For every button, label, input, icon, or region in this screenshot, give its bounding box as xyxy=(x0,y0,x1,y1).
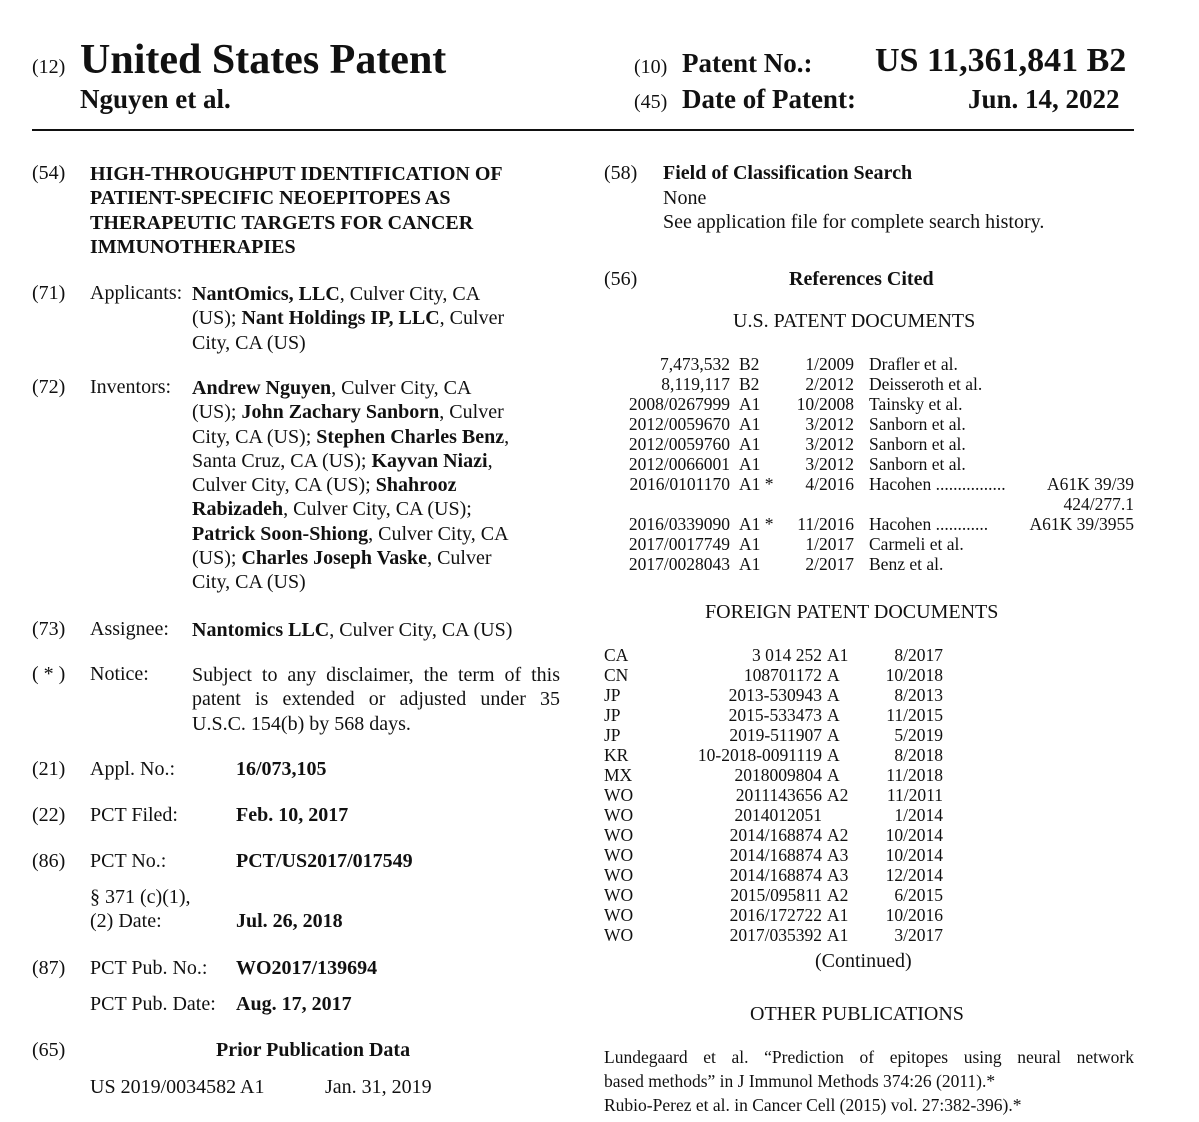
code-58: (58) xyxy=(604,162,638,184)
us-doc-date: 3/2012 xyxy=(805,434,854,454)
foreign-doc-number: 2013-530943 xyxy=(728,685,822,705)
us-doc-name: Sanborn et al. xyxy=(869,434,966,454)
foreign-doc-date: 8/2017 xyxy=(894,645,943,665)
us-doc-number: 2012/0059760 xyxy=(628,434,730,454)
appl-no-value: 16/073,105 xyxy=(236,758,327,780)
inventor-name: Rabizadeh xyxy=(192,498,284,521)
code-87: (87) xyxy=(32,957,66,979)
classification-heading: Field of Classification Search xyxy=(663,162,913,184)
other-publications-text xyxy=(604,1045,1134,1117)
code-72: (72) xyxy=(32,376,66,398)
foreign-doc-country: MX xyxy=(604,765,633,785)
pct-pub-no-value: WO2017/139694 xyxy=(236,957,378,979)
foreign-doc-country: WO xyxy=(604,885,634,905)
applicants-label: Applicants: xyxy=(90,282,183,304)
code-22: (22) xyxy=(32,804,66,826)
foreign-doc-kind: A1 xyxy=(827,925,849,945)
foreign-doc-number: 108701172 xyxy=(743,665,822,685)
pct-pub-date-value: Aug. 17, 2017 xyxy=(236,993,352,1015)
notice-label: Notice: xyxy=(90,663,149,685)
us-doc-kind: A1 xyxy=(739,414,761,434)
foreign-doc-kind: A1 xyxy=(827,645,849,665)
pct-no-label: PCT No.: xyxy=(90,850,167,872)
us-doc-name: Hacohen ................ xyxy=(869,474,1006,494)
us-doc-number: 2012/0059670 xyxy=(628,414,730,434)
foreign-doc-country: CN xyxy=(604,665,629,685)
inventors-label: Inventors: xyxy=(90,376,172,398)
classification-note: See application file for complete search history. xyxy=(663,211,1045,233)
code-12: (12) xyxy=(32,56,66,78)
foreign-doc-number: 2014/168874 xyxy=(729,845,822,865)
us-doc-class: A61K 39/39 xyxy=(1046,474,1134,494)
us-patent-documents-heading: U.S. PATENT DOCUMENTS xyxy=(733,310,976,332)
code-21: (21) xyxy=(32,758,66,780)
other-publications-heading: OTHER PUBLICATIONS xyxy=(750,1003,964,1025)
foreign-doc-number: 3 014 252 xyxy=(752,645,822,665)
inventor-name: Andrew Nguyen xyxy=(192,377,332,399)
section-371-label: § 371 (c)(1), xyxy=(90,886,191,908)
us-doc-number: 2017/0017749 xyxy=(628,534,730,554)
patent-title-heading: United States Patent xyxy=(80,37,447,83)
invention-title xyxy=(90,162,570,259)
foreign-doc-number: 10-2018-0091119 xyxy=(697,745,822,765)
foreign-doc-date: 5/2019 xyxy=(894,725,943,745)
prior-pub-date: Jan. 31, 2019 xyxy=(325,1076,432,1098)
foreign-doc-date: 8/2018 xyxy=(894,745,943,765)
patent-no-label: Patent No.: xyxy=(682,48,813,78)
foreign-doc-date: 1/2014 xyxy=(894,805,943,825)
inventor-name: Kayvan Niazi xyxy=(371,449,488,472)
foreign-doc-kind: A xyxy=(827,705,840,725)
date-of-patent: Jun. 14, 2022 xyxy=(968,84,1120,114)
foreign-doc-kind: A xyxy=(827,745,840,765)
us-doc-kind: A1 * xyxy=(739,514,774,534)
inventor-name: Charles Joseph Vaske xyxy=(241,547,428,570)
us-doc-name: Hacohen ............ xyxy=(869,514,989,534)
code-86: (86) xyxy=(32,850,66,872)
foreign-doc-kind: A2 xyxy=(827,825,849,845)
code-71: (71) xyxy=(32,282,66,304)
foreign-doc-date: 10/2018 xyxy=(885,665,943,685)
us-doc-number: 2008/0267999 xyxy=(628,394,730,414)
foreign-doc-number: 2011143656 xyxy=(735,785,822,805)
foreign-doc-number: 2014/168874 xyxy=(729,825,822,845)
title-line: IMMUNOTHERAPIES xyxy=(90,235,296,258)
us-doc-kind: A1 xyxy=(739,554,761,574)
code-54: (54) xyxy=(32,162,66,184)
us-doc-date: 10/2008 xyxy=(796,394,854,414)
inventor-name: Stephen Charles Benz xyxy=(316,425,505,448)
us-doc-date: 1/2009 xyxy=(805,354,854,374)
code-73: (73) xyxy=(32,618,66,640)
us-doc-date: 2/2012 xyxy=(805,374,854,394)
pct-pub-no-label: PCT Pub. No.: xyxy=(90,957,208,979)
code-45: (45) xyxy=(634,91,668,113)
us-doc-class: 424/277.1 xyxy=(1063,494,1134,514)
us-doc-date: 2/2017 xyxy=(805,554,854,574)
us-doc-name: Tainsky et al. xyxy=(869,394,963,414)
inventor-short: Nguyen et al. xyxy=(80,84,231,114)
section-371-date-value: Jul. 26, 2018 xyxy=(236,910,343,932)
foreign-doc-date: 11/2015 xyxy=(886,705,943,725)
inventor-name: Patrick Soon-Shiong xyxy=(192,522,369,545)
foreign-doc-country: WO xyxy=(604,805,634,825)
us-doc-kind: A1 xyxy=(739,394,761,414)
foreign-doc-number: 2014/168874 xyxy=(729,865,822,885)
foreign-doc-kind: A xyxy=(827,765,840,785)
foreign-doc-country: KR xyxy=(604,745,629,765)
prior-pub-heading: Prior Publication Data xyxy=(216,1039,411,1061)
us-doc-kind: B2 xyxy=(739,374,760,394)
pct-no-value: PCT/US2017/017549 xyxy=(236,850,413,872)
us-doc-name: Drafler et al. xyxy=(869,354,958,374)
inventor-name: John Zachary Sanborn xyxy=(241,401,440,424)
pct-filed-value: Feb. 10, 2017 xyxy=(236,804,349,826)
pct-pub-date-label: PCT Pub. Date: xyxy=(90,993,216,1015)
title-line: THERAPEUTIC TARGETS FOR CANCER xyxy=(90,211,474,234)
us-doc-name: Carmeli et al. xyxy=(869,534,964,554)
foreign-doc-country: WO xyxy=(604,845,634,865)
us-doc-number: 8,119,117 xyxy=(661,374,730,394)
foreign-doc-date: 3/2017 xyxy=(894,925,943,945)
foreign-doc-kind: A xyxy=(827,685,840,705)
foreign-doc-kind: A2 xyxy=(827,885,849,905)
foreign-doc-number: 2015-533473 xyxy=(728,705,822,725)
foreign-doc-date: 6/2015 xyxy=(894,885,943,905)
foreign-doc-kind: A xyxy=(827,725,840,745)
publication-line: Lundegaard et al. “Prediction of epitopes using neural network xyxy=(604,1047,1134,1067)
references-cited-heading: References Cited xyxy=(789,268,934,290)
foreign-doc-country: JP xyxy=(604,705,621,725)
us-doc-kind: A1 xyxy=(739,454,761,474)
foreign-doc-country: CA xyxy=(604,645,629,665)
notice-text: Subject to any disclaimer, the term of this patent is extended or adjusted under 35 U.S.C. 154(b) by 568 days. xyxy=(192,664,560,735)
foreign-doc-date: 10/2014 xyxy=(885,825,943,845)
foreign-doc-kind: A xyxy=(827,665,840,685)
foreign-doc-date: 10/2014 xyxy=(885,845,943,865)
foreign-doc-date: 12/2014 xyxy=(885,865,943,885)
code-65: (65) xyxy=(32,1039,66,1061)
foreign-doc-kind: A3 xyxy=(827,845,849,865)
foreign-doc-number: 2016/172722 xyxy=(729,905,822,925)
code-56: (56) xyxy=(604,268,638,290)
assignee-label: Assignee: xyxy=(90,618,169,640)
title-line: HIGH-THROUGHPUT IDENTIFICATION OF xyxy=(90,163,503,185)
applicant-name: Nant Holdings IP, LLC xyxy=(241,307,440,330)
applicants-block: NantOmics, LLC, Culver City, CA (US); Nant Holdings IP, LLC, Culver City, CA (US) xyxy=(192,283,505,354)
date-of-patent-label: Date of Patent: xyxy=(682,84,856,114)
header-rule xyxy=(32,129,1134,131)
title-line: PATIENT-SPECIFIC NEOEPITOPES AS xyxy=(90,187,451,210)
foreign-doc-number: 2018009804 xyxy=(734,765,822,785)
foreign-doc-number: 2019-511907 xyxy=(729,725,822,745)
prior-pub-number: US 2019/0034582 A1 xyxy=(90,1076,265,1098)
foreign-doc-date: 11/2018 xyxy=(886,765,943,785)
code-notice: ( * ) xyxy=(32,663,66,685)
foreign-doc-country: WO xyxy=(604,825,634,845)
us-doc-number: 2016/0101170 xyxy=(629,474,730,494)
us-doc-kind: A1 xyxy=(739,534,761,554)
inventor-name: Shahrooz xyxy=(375,474,457,497)
foreign-patent-documents-heading: FOREIGN PATENT DOCUMENTS xyxy=(705,601,999,623)
publication-line: based methods” in J Immunol Methods 374:26 (2011).* xyxy=(604,1071,996,1091)
us-doc-class: A61K 39/3955 xyxy=(1029,514,1134,534)
us-doc-kind: A1 xyxy=(739,434,761,454)
us-doc-date: 3/2012 xyxy=(805,454,854,474)
us-doc-number: 2017/0028043 xyxy=(628,554,730,574)
foreign-doc-number: 2015/095811 xyxy=(730,885,822,905)
foreign-doc-country: JP xyxy=(604,725,621,745)
foreign-doc-number: 2017/035392 xyxy=(729,925,822,945)
us-doc-kind: A1 * xyxy=(739,474,774,494)
foreign-doc-country: WO xyxy=(604,925,634,945)
us-doc-date: 11/2016 xyxy=(797,514,854,534)
us-doc-name: Deisseroth et al. xyxy=(869,374,983,394)
foreign-doc-kind: A3 xyxy=(827,865,849,885)
foreign-doc-date: 8/2013 xyxy=(894,685,943,705)
assignee-value: Nantomics LLC, Culver City, CA (US) xyxy=(192,619,513,641)
foreign-doc-kind: A2 xyxy=(827,785,849,805)
us-doc-date: 1/2017 xyxy=(805,534,854,554)
foreign-doc-country: WO xyxy=(604,785,634,805)
us-doc-name: Sanborn et al. xyxy=(869,414,966,434)
patent-number: US 11,361,841 B2 xyxy=(875,42,1127,79)
us-doc-number: 2012/0066001 xyxy=(628,454,730,474)
us-doc-date: 4/2016 xyxy=(805,474,854,494)
us-doc-number: 7,473,532 xyxy=(660,354,730,374)
classification-none: None xyxy=(663,187,707,209)
us-doc-number: 2016/0339090 xyxy=(628,514,730,534)
foreign-doc-country: WO xyxy=(604,865,634,885)
continued-label: (Continued) xyxy=(815,950,912,972)
publication-line: Rubio-Perez et al. in Cancer Cell (2015) vol. 27:382-396).* xyxy=(604,1095,1022,1115)
us-doc-name: Benz et al. xyxy=(869,554,944,574)
foreign-doc-date: 11/2011 xyxy=(886,785,943,805)
us-doc-name: Sanborn et al. xyxy=(869,454,966,474)
foreign-doc-kind: A1 xyxy=(827,905,849,925)
appl-no-label: Appl. No.: xyxy=(90,758,175,780)
code-10: (10) xyxy=(634,56,668,78)
foreign-doc-date: 10/2016 xyxy=(885,905,943,925)
applicant-name: NantOmics, LLC xyxy=(192,283,340,305)
foreign-doc-country: WO xyxy=(604,905,634,925)
us-doc-date: 3/2012 xyxy=(805,414,854,434)
foreign-doc-country: JP xyxy=(604,685,621,705)
us-doc-kind: B2 xyxy=(739,354,760,374)
inventors-block: Andrew Nguyen, Culver City, CA (US); John Zachary Sanborn, Culver City, CA (US); Stephen Charles Benz, Santa Cruz, CA (US); Kayvan Niazi, Culver City, CA (US); Shahrooz Rabizadeh, Culver City, CA (US); Patrick Soon-Shiong, Culver City, CA (US); Charles Joseph Vaske, Culver City, CA (US) xyxy=(192,377,510,594)
section-371-date-label: (2) Date: xyxy=(90,910,162,932)
foreign-doc-number: 2014012051 xyxy=(734,805,822,825)
pct-filed-label: PCT Filed: xyxy=(90,804,178,826)
